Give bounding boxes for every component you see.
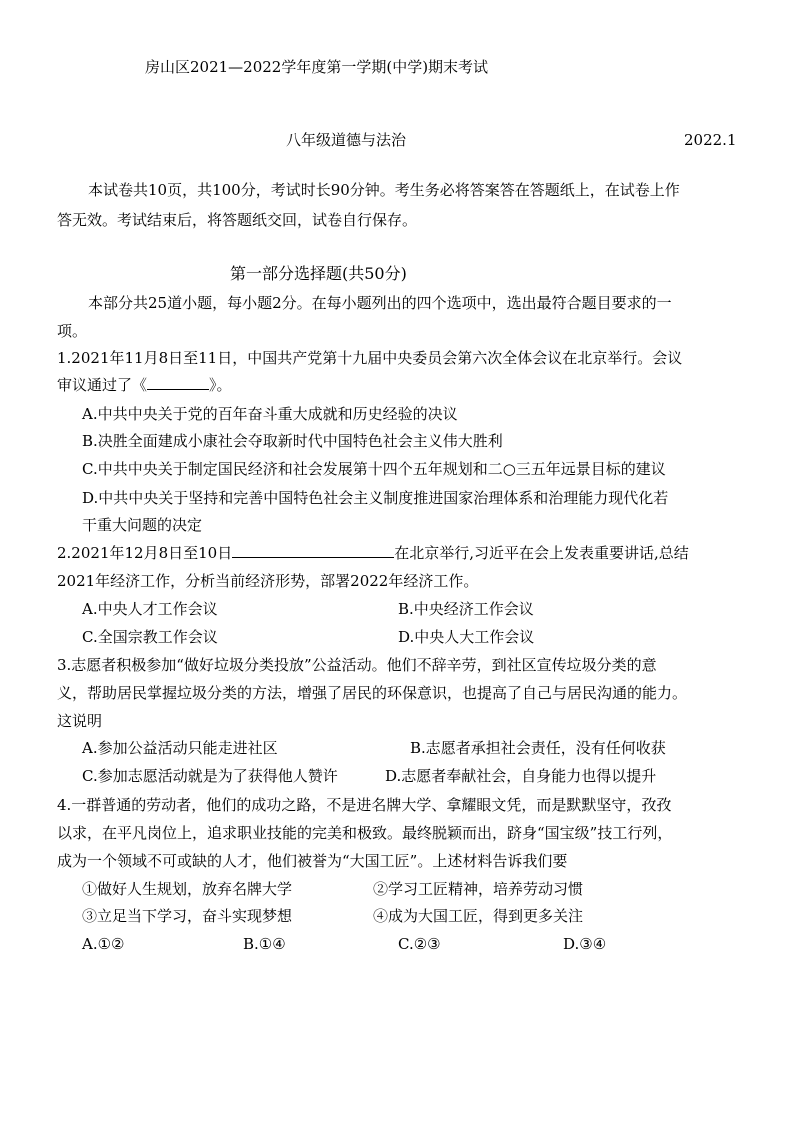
question-3-option-a: A.参加公益活动只能走进社区	[82, 739, 278, 757]
question-4-option-b: B.①④	[243, 935, 286, 953]
question-4-statement-2: ②学习工匠精神，培养劳动习惯	[373, 880, 584, 898]
question-2-stem-line-2: 2021年经济工作，分析当前经济形势，部署2022年经济工作。	[57, 572, 479, 590]
subject-title: 八年级道德与法治	[286, 131, 407, 149]
question-4-statement-1: ①做好人生规划，放弃名牌大学	[82, 880, 293, 898]
question-4-statement-3: ③立足当下学习，奋斗实现梦想	[82, 907, 293, 925]
question-2-stem-cont: 在北京举行,习近平在会上发表重要讲话,总结	[394, 544, 689, 562]
section-instructions-line-2: 项。	[57, 322, 88, 340]
question-1-stem-line-1: 1.2021年11月8日至11日，中国共产党第十九届中央委员会第六次全体会议在北京举行。会议	[57, 349, 683, 367]
question-4-stem-line-2: 以求，在平凡岗位上，追求职业技能的完美和极致。最终脱颖而出，跻身“国宝级”技工行列，	[57, 824, 673, 842]
question-2-option-b: B.中央经济工作会议	[398, 600, 534, 618]
question-3-stem-line-2: 义，帮助居民掌握垃圾分类的方法，增强了居民的环保意识，也提高了自己与居民沟通的能力。	[57, 684, 688, 702]
section-instructions-line-1: 本部分共25道小题，每小题2分。在每小题列出的四个选项中，选出最符合题目要求的一	[88, 294, 672, 312]
exam-date: 2022.1	[684, 131, 737, 149]
question-1-stem-text: 审议通过了《	[57, 376, 148, 394]
question-2-stem-text: 2.2021年12月8日至10日	[57, 544, 233, 562]
question-1-option-a: A.中共中央关于党的百年奋斗重大成就和历史经验的决议	[82, 405, 458, 423]
question-2-option-c: C.全国宗教工作会议	[82, 628, 218, 646]
notice-line-2: 答无效。考试结束后，将答题纸交回，试卷自行保存。	[57, 211, 418, 229]
question-2-stem-line-1	[57, 543, 689, 563]
question-4-option-a: A.①②	[82, 935, 125, 953]
question-2-option-d: D.中央人大工作会议	[398, 628, 535, 646]
question-1-option-d: D.中共中央关于坚持和完善中国特色社会主义制度推进国家治理体系和治理能力现代化若	[82, 489, 669, 507]
exam-title: 房山区2021—2022学年度第一学期(中学)期末考试	[145, 58, 489, 76]
question-1-stem-end: 》。	[209, 376, 232, 394]
question-4-statement-4: ④成为大国工匠，得到更多关注	[373, 907, 584, 925]
question-4-option-d: D.③④	[563, 935, 607, 953]
question-1-stem-line-2	[57, 375, 232, 395]
question-4-stem-line-3: 成为一个领域不可或缺的人才，他们被誉为“大国工匠”。上述材料告诉我们要	[57, 852, 568, 870]
question-3-option-c: C.参加志愿活动就是为了获得他人赞许	[82, 767, 338, 785]
question-1-option-c: C.中共中央关于制定国民经济和社会发展第十四个五年规划和二○三五年远景目标的建议	[82, 460, 666, 478]
notice-line-1: 本试卷共10页，共100分，考试时长90分钟。考生务必将答案答在答题纸上，在试卷上作	[88, 181, 680, 199]
question-1-option-d-cont: 干重大问题的决定	[82, 516, 203, 534]
question-2-option-a: A.中央人才工作会议	[82, 600, 218, 618]
answer-blank	[147, 375, 209, 390]
question-3-stem-line-3: 这说明	[57, 712, 103, 730]
question-3-option-d: D.志愿者奉献社会，自身能力也得以提升	[385, 767, 657, 785]
section-title: 第一部分选择题(共50分)	[230, 264, 407, 283]
question-3-stem-line-1: 3.志愿者积极参加“做好垃圾分类投放”公益活动。他们不辞辛劳，到社区宣传垃圾分类的意	[57, 656, 657, 674]
answer-blank	[232, 543, 394, 558]
question-3-option-b: B.志愿者承担社会责任，没有任何收获	[410, 739, 666, 757]
question-1-option-b: B.决胜全面建成小康社会夺取新时代中国特色社会主义伟大胜利	[82, 432, 503, 450]
question-4-stem-line-1: 4.一群普通的劳动者，他们的成功之路，不是进名牌大学、拿耀眼文凭，而是默默坚守，孜孜	[57, 796, 672, 814]
question-4-option-c: C.②③	[398, 935, 441, 953]
